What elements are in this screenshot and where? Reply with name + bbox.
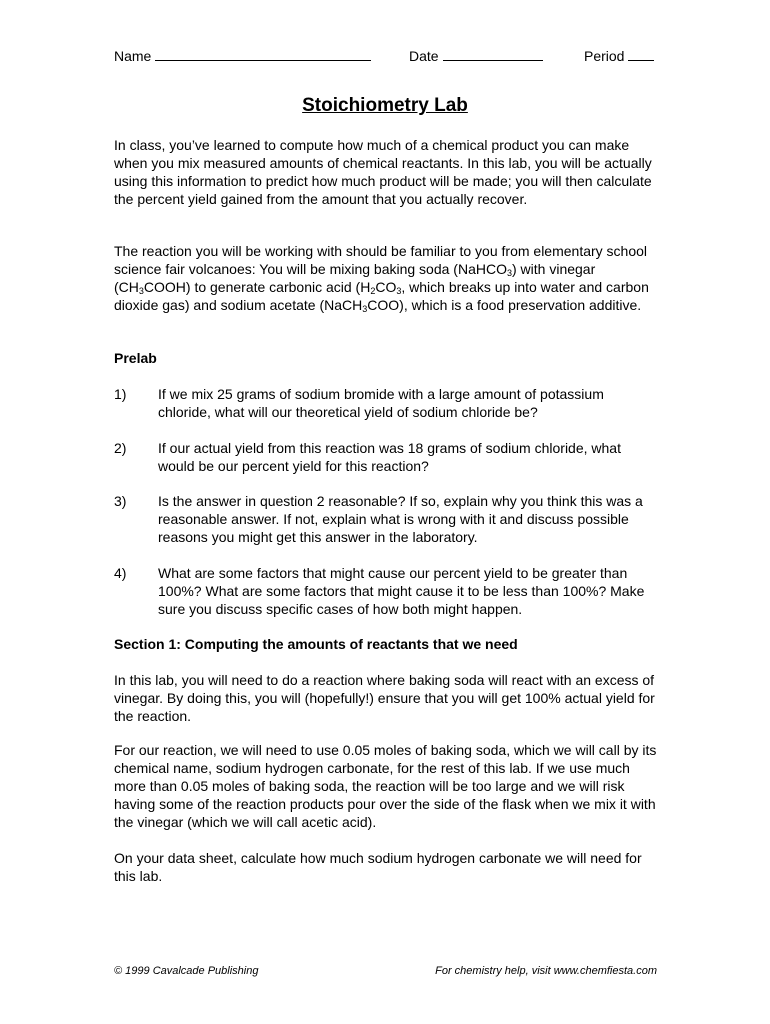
intro-paragraph-1: In class, you’ve learned to compute how much of a chemical product you can make when you mix measured amounts of chemical reactants. In this lab, you will be actually using this information to predict how much product will be made; you will then calculate the percent yield gained from the amount that you actually recover. [114, 137, 652, 207]
date-field[interactable] [409, 46, 543, 65]
section-1-heading: Section 1: Computing the amounts of reactants that we need [114, 636, 518, 652]
subscript: 3 [506, 268, 512, 278]
intro-text-6: COO), which is a food preservation additive. [367, 297, 642, 313]
question-number: 2) [114, 440, 127, 456]
name-label: Name [114, 48, 152, 64]
question-text: What are some factors that might cause our percent yield to be greater than 100%? What are some factors that might cause it to be less than 100%? Make sure you discuss specific cases of how both might happen. [158, 565, 645, 617]
help-footer: For chemistry help, visit www.chemfiesta.com [435, 965, 657, 977]
intro-text-2: ) with vinegar (CH [114, 261, 596, 295]
period-field[interactable] [584, 46, 654, 65]
section-1-paragraph-2: For our reaction, we will need to use 0.05 moles of baking soda, which we will call by its chemical name, sodium hydrogen carbonate, for the rest of this lab. If we use much more than 0.05 moles of baking soda, the reaction will be too large and we will risk having some of the reaction products pour over the side of the flask when we mix it with the vinegar (which we will call acetic acid). [114, 742, 657, 830]
page-title: Stoichiometry Lab [302, 95, 468, 116]
date-blank[interactable] [443, 46, 543, 61]
question-number: 1) [114, 386, 127, 402]
name-blank[interactable] [155, 46, 371, 61]
question-number: 3) [114, 493, 127, 509]
question-number: 4) [114, 565, 127, 581]
subscript: 3 [396, 286, 402, 296]
header-fields [114, 46, 657, 66]
intro-text-5: , which breaks up into water and carbon dioxide gas) and sodium acetate (NaCH [114, 279, 649, 313]
question-text: If we mix 25 grams of sodium bromide with a large amount of potassium chloride, what will our theoretical yield of sodium chloride be? [158, 386, 604, 420]
period-blank[interactable] [628, 46, 654, 61]
intro-paragraph-2 [114, 242, 660, 314]
section-1-paragraph-3: On your data sheet, calculate how much sodium hydrogen carbonate we will need for this lab. [114, 850, 642, 884]
subscript: 2 [370, 286, 376, 296]
section-1-paragraph-1: In this lab, you will need to do a reaction where baking soda will react with an excess of vinegar. By doing this, you will (hopefully!) ensure that you will get 100% actual yield for the reaction. [114, 672, 655, 724]
subscript: 3 [362, 304, 368, 314]
prelab-heading: Prelab [114, 350, 157, 366]
subscript: 3 [138, 286, 144, 296]
intro-text-4: CO [375, 279, 397, 295]
question-text: If our actual yield from this reaction was 18 grams of sodium chloride, what would be our percent yield for this reaction? [158, 440, 621, 474]
intro-text-3: COOH) to generate carbonic acid (H [143, 279, 371, 295]
copyright-footer: © 1999 Cavalcade Publishing [114, 965, 259, 977]
period-label: Period [584, 48, 625, 64]
intro-text-1: The reaction you will be working with should be familiar to you from elementary school science fair volcanoes: You will be mixing baking soda (NaHCO [114, 243, 648, 277]
date-label: Date [409, 48, 439, 64]
question-text: Is the answer in question 2 reasonable? If so, explain why you think this was a reasonable answer. If not, explain what is wrong with it and discuss possible reasons you might get this answer in the laboratory. [158, 493, 643, 545]
name-field[interactable] [114, 46, 371, 65]
